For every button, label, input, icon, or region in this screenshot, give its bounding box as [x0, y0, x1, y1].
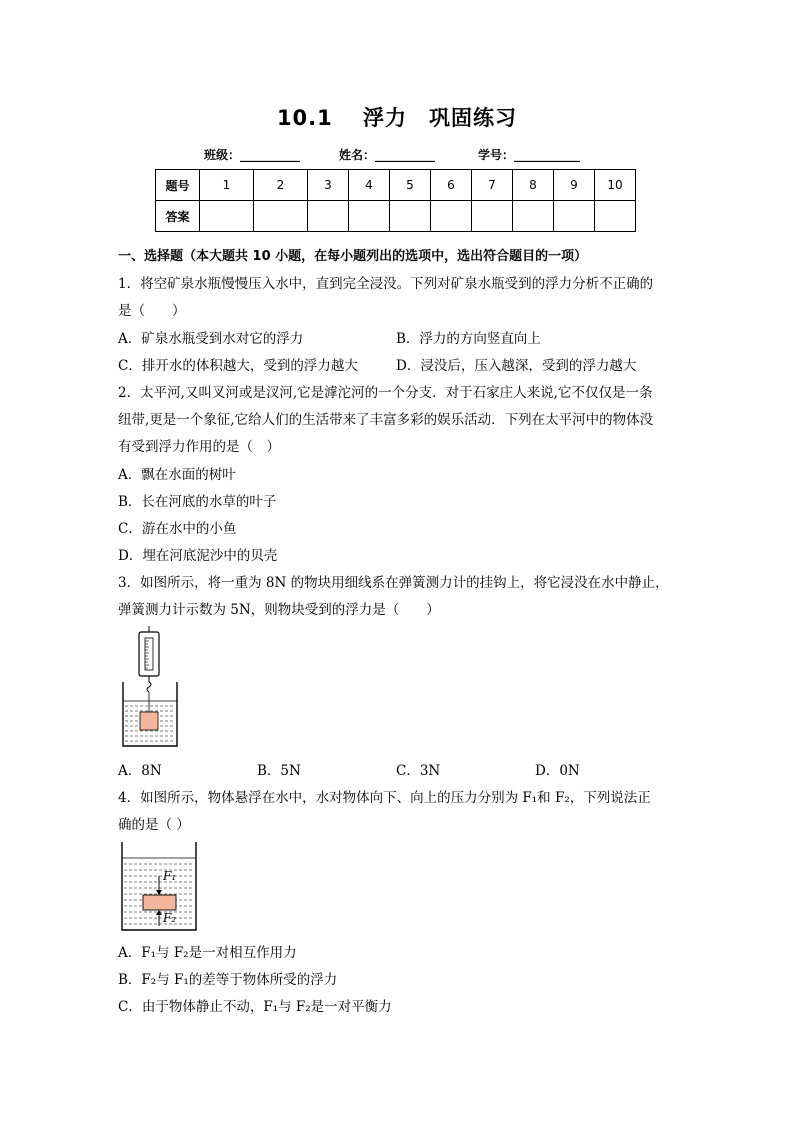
q4-option-a[interactable]: A．F₁与 F₂是一对相互作用力 — [118, 945, 297, 961]
force-label-f1: F₁ — [163, 869, 177, 883]
q4-stem-line1: 4．如图所示，物体悬浮在水中，水对物体向下、向上的压力分别为 F₁和 F₂，下列说法正 — [118, 790, 651, 806]
q3-stem-line1: 3．如图所示，将一重为 8N 的物块用细线系在弹簧测力计的挂钩上，将它浸没在水中静止， — [118, 575, 669, 591]
q2-stem-line3: 有受到浮力作用的是（ ） — [118, 439, 280, 455]
table-row-numbers — [156, 170, 636, 201]
q2-stem-line2: 纽带,更是一个象征,它给人们的生活带来了丰富多彩的娱乐活动．下列在太平河中的物体没 — [118, 412, 654, 428]
table-cell: 1 — [200, 170, 254, 201]
q1-option-b[interactable]: B．浮力的方向竖直向上 — [396, 331, 541, 347]
q1-option-d[interactable]: D．浸没后，压入越深，受到的浮力越大 — [396, 358, 637, 374]
answer-cell[interactable] — [349, 201, 390, 232]
suspended-block-figure — [120, 840, 200, 934]
q1-stem-line2: 是（ ） — [118, 303, 186, 319]
q3-option-b[interactable]: B．5N — [257, 763, 301, 779]
answer-cell[interactable] — [254, 201, 308, 232]
beaker-icon — [123, 682, 177, 746]
spring-scale-icon — [139, 626, 159, 712]
q1-stem-line1: 1．将空矿泉水瓶慢慢压入水中，直到完全浸没。下列对矿泉水瓶受到的浮力分析不正确的 — [118, 276, 654, 292]
answer-cell[interactable] — [200, 201, 254, 232]
q3-option-a[interactable]: A．8N — [118, 763, 162, 779]
q2-option-b[interactable]: B．长在河底的水草的叶子 — [118, 494, 277, 510]
answer-cell[interactable] — [513, 201, 554, 232]
table-cell: 4 — [349, 170, 390, 201]
q2-option-c[interactable]: C．游在水中的小鱼 — [118, 521, 237, 537]
table-cell: 5 — [390, 170, 431, 201]
answer-cell[interactable] — [554, 201, 595, 232]
class-field[interactable]: 班级：__________ — [204, 148, 301, 162]
row-label-question: 题号 — [156, 170, 200, 201]
q1-option-a[interactable]: A．矿泉水瓶受到水对它的浮力 — [118, 331, 304, 347]
table-cell: 7 — [472, 170, 513, 201]
q3-stem-line2: 弹簧测力计示数为 5N，则物块受到的浮力是（ ） — [118, 602, 440, 618]
q2-option-a[interactable]: A．飘在水面的树叶 — [118, 467, 236, 483]
table-row-answers — [156, 201, 636, 232]
table-cell: 9 — [554, 170, 595, 201]
answer-cell[interactable] — [390, 201, 431, 232]
answer-cell[interactable] — [595, 201, 636, 232]
number-field[interactable]: 学号：___________ — [478, 148, 581, 162]
row-label-answer: 答案 — [156, 201, 200, 232]
q1-option-c[interactable]: C．排开水的体积越大，受到的浮力越大 — [118, 358, 358, 374]
answer-cell[interactable] — [472, 201, 513, 232]
table-cell: 10 — [595, 170, 636, 201]
q4-option-c[interactable]: C．由于物体静止不动，F₁与 F₂是一对平衡力 — [118, 999, 392, 1015]
spring-scale-figure — [120, 626, 180, 748]
section-heading: 一、选择题（本大题共 10 小题，在每小题列出的选项中，选出符合题目的一项） — [118, 249, 588, 264]
answer-cell[interactable] — [431, 201, 472, 232]
table-cell: 2 — [254, 170, 308, 201]
page-title: 10.1 浮力 巩固练习 — [276, 106, 518, 130]
name-field[interactable]: 姓名：__________ — [339, 148, 436, 162]
q2-stem-line1: 2．太平河,又叫叉河或是汊河,它是滹沱河的一个分支．对于石家庄人来说,它不仅仅是一条 — [118, 385, 653, 401]
q3-option-c[interactable]: C．3N — [396, 763, 441, 779]
q2-option-d[interactable]: D．埋在河底泥沙中的贝壳 — [118, 548, 278, 564]
q4-stem-line2: 确的是（ ） — [118, 817, 190, 833]
q4-option-b[interactable]: B．F₂与 F₁的差等于物体所受的浮力 — [118, 972, 338, 988]
table-cell: 3 — [308, 170, 349, 201]
table-cell: 6 — [431, 170, 472, 201]
answer-table — [155, 169, 636, 232]
q3-option-d[interactable]: D．0N — [535, 763, 580, 779]
table-cell: 8 — [513, 170, 554, 201]
answer-cell[interactable] — [308, 201, 349, 232]
force-label-f2: F₂ — [163, 911, 177, 925]
